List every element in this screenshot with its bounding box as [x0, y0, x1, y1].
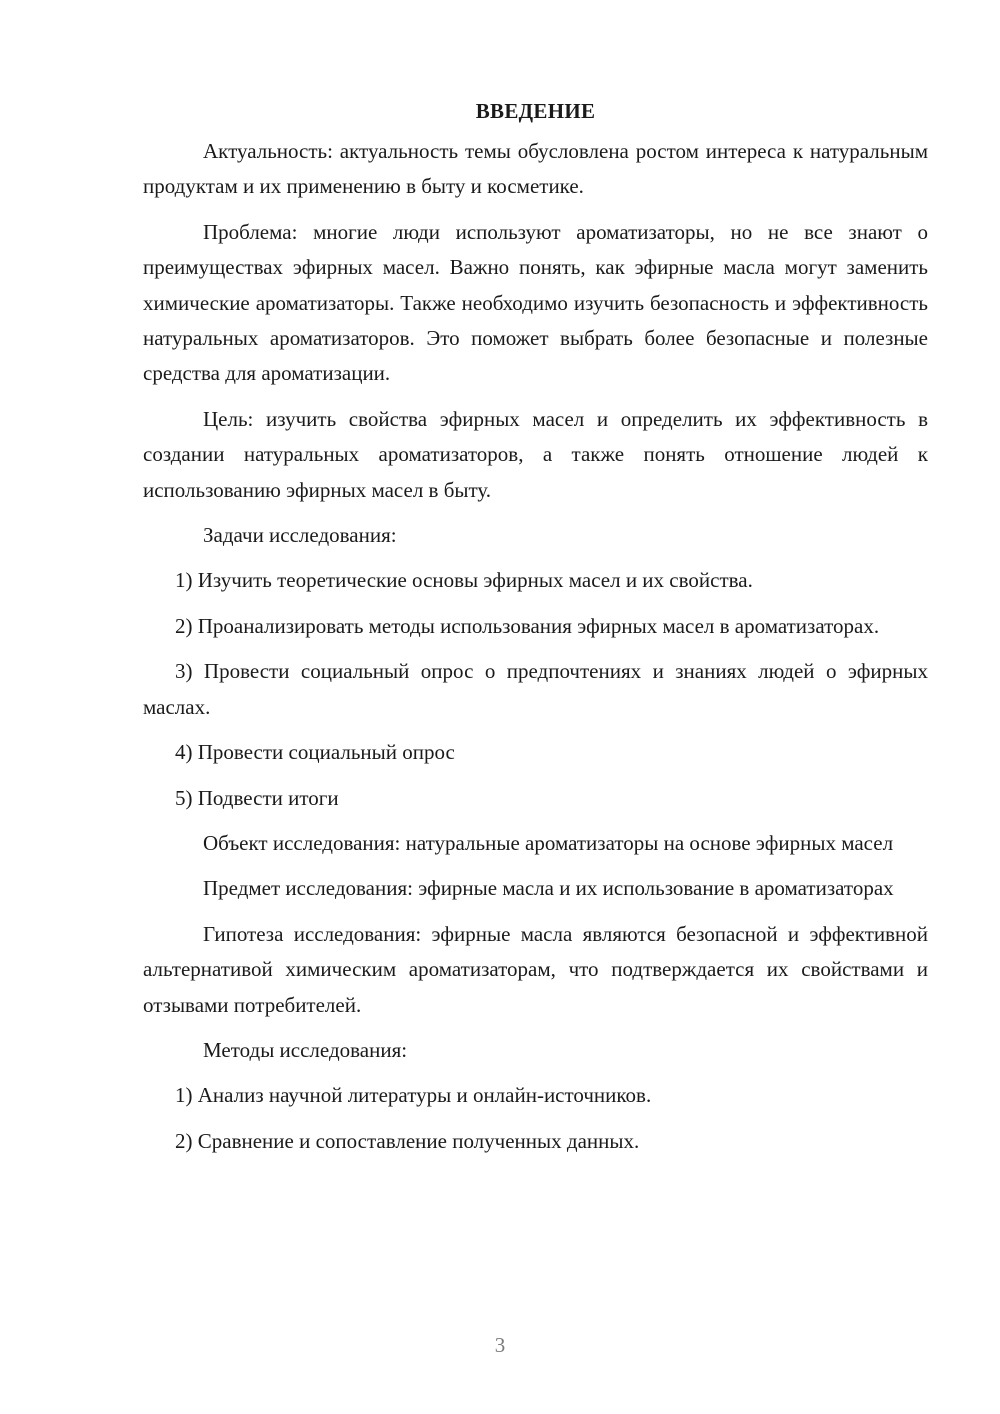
section-heading: ВВЕДЕНИЕ: [475, 99, 596, 123]
task-item-5: 5) Подвести итоги: [175, 785, 339, 810]
tasks-title: Задачи исследования:: [203, 523, 397, 548]
method-item-2: 2) Сравнение и сопоставление полученных данных.: [175, 1128, 640, 1153]
paragraph-goal: Цель: изучить свойства эфирных масел и определить их эффективность в создании натуральных ароматизаторов, а также понять отношение людей к использованию эфирных масел в быту.: [143, 406, 928, 502]
paragraph-hypothesis: Гипотеза исследования: эфирные масла являются безопасной и эффективной альтернативой химическим ароматизаторам, что подтверждается их свойствами и отзывами потребителей.: [143, 921, 928, 1017]
task-item-2: 2) Проанализировать методы использования эфирных масел в ароматизаторах.: [175, 613, 880, 638]
paragraph-object: Объект исследования: натуральные ароматизаторы на основе эфирных масел: [203, 830, 894, 855]
task-item-3: 3) Провести социальный опрос о предпочтениях и знаниях людей о эфирных маслах.: [143, 659, 928, 719]
method-item-1: 1) Анализ научной литературы и онлайн-источников.: [175, 1083, 652, 1108]
page-number: 3: [494, 1333, 506, 1357]
task-item-4: 4) Провести социальный опрос: [175, 740, 455, 765]
paragraph-subject: Предмет исследования: эфирные масла и их использование в ароматизаторах: [203, 876, 894, 901]
paragraph-relevance: Актуальность: актуальность темы обусловлена ростом интереса к натуральным продуктам и их применению в быту и косметике.: [143, 139, 928, 199]
methods-title: Методы исследования:: [203, 1037, 408, 1062]
paragraph-problem: Проблема: многие люди используют ароматизаторы, но не все знают о преимуществах эфирных масел. Важно понять, как эфирные масла могут заменить химические ароматизаторы. Также необходимо изучить безопасность и эффективность натуральных ароматизаторов. Это поможет выбрать более безопасные и полезные средства для ароматизации.: [143, 219, 928, 386]
document-page: [143, 96, 928, 1169]
task-item-1: 1) Изучить теоретические основы эфирных масел и их свойства.: [175, 568, 753, 593]
